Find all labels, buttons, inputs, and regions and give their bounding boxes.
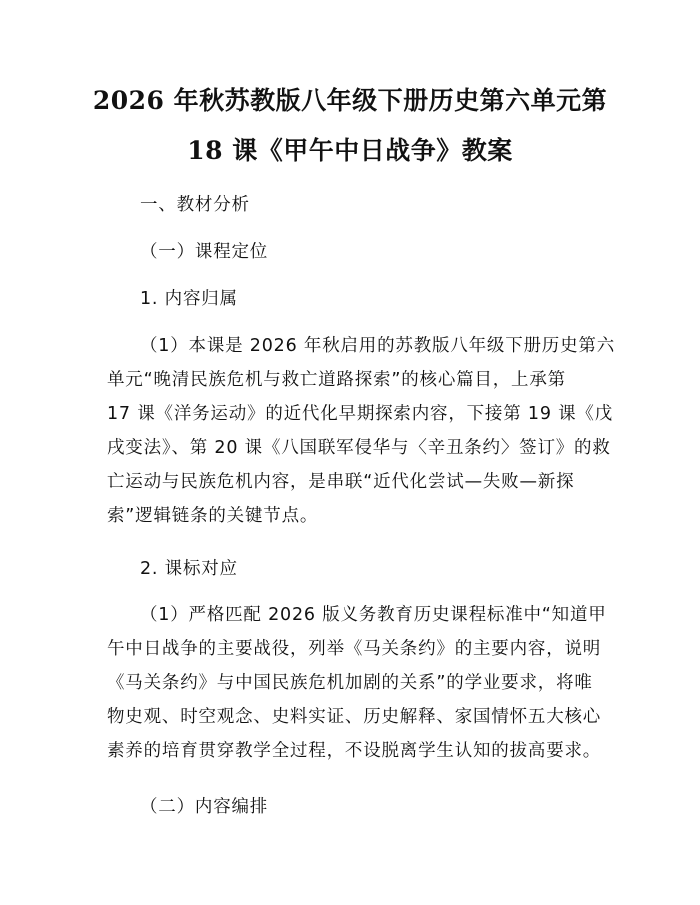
- document-title-line-1: 2026 年秋苏教版八年级下册历史第六单元第: [92, 86, 608, 115]
- paragraph-line: （1）本课是 2026 年秋启用的苏教版八年级下册历史第六: [140, 336, 615, 356]
- paragraph-line: 亡运动与民族危机内容，是串联“近代化尝试—失败—新探: [107, 472, 575, 492]
- paragraph-line: 午中日战争的主要战役，列举《马关条约》的主要内容，说明: [107, 639, 602, 659]
- paragraph-line: 索”逻辑链条的关键节点。: [107, 506, 319, 526]
- item-heading: 2. 课标对应: [140, 559, 238, 579]
- paragraph-line: 物史观、时空观念、史料实证、历史解释、家国情怀五大核心: [107, 707, 602, 727]
- paragraph-line: 《马关条约》与中国民族危机加剧的关系”的学业要求，将唯: [107, 673, 593, 693]
- item-heading: 1. 内容归属: [140, 289, 238, 309]
- document-title-line-2: 18 课《甲午中日战争》教案: [187, 136, 513, 165]
- paragraph-line: 素养的培育贯穿教学全过程，不设脱离学生认知的拔高要求。: [107, 741, 602, 761]
- paragraph-line: 单元“晚清民族危机与救亡道路探索”的核心篇目，上承第: [107, 370, 566, 390]
- paragraph-line: （1）严格匹配 2026 版义务教育历史课程标准中“知道甲: [140, 605, 607, 625]
- subsection-heading: （一）课程定位: [140, 242, 269, 262]
- paragraph-line: 17 课《洋务运动》的近代化早期探索内容，下接第 19 课《戊: [107, 404, 614, 424]
- paragraph-line: 戌变法》、第 20 课《八国联军侵华与〈辛丑条约〉签订》的救: [107, 438, 611, 458]
- section-heading: 一、教材分析: [140, 195, 250, 215]
- subsection-heading: （二）内容编排: [140, 797, 269, 817]
